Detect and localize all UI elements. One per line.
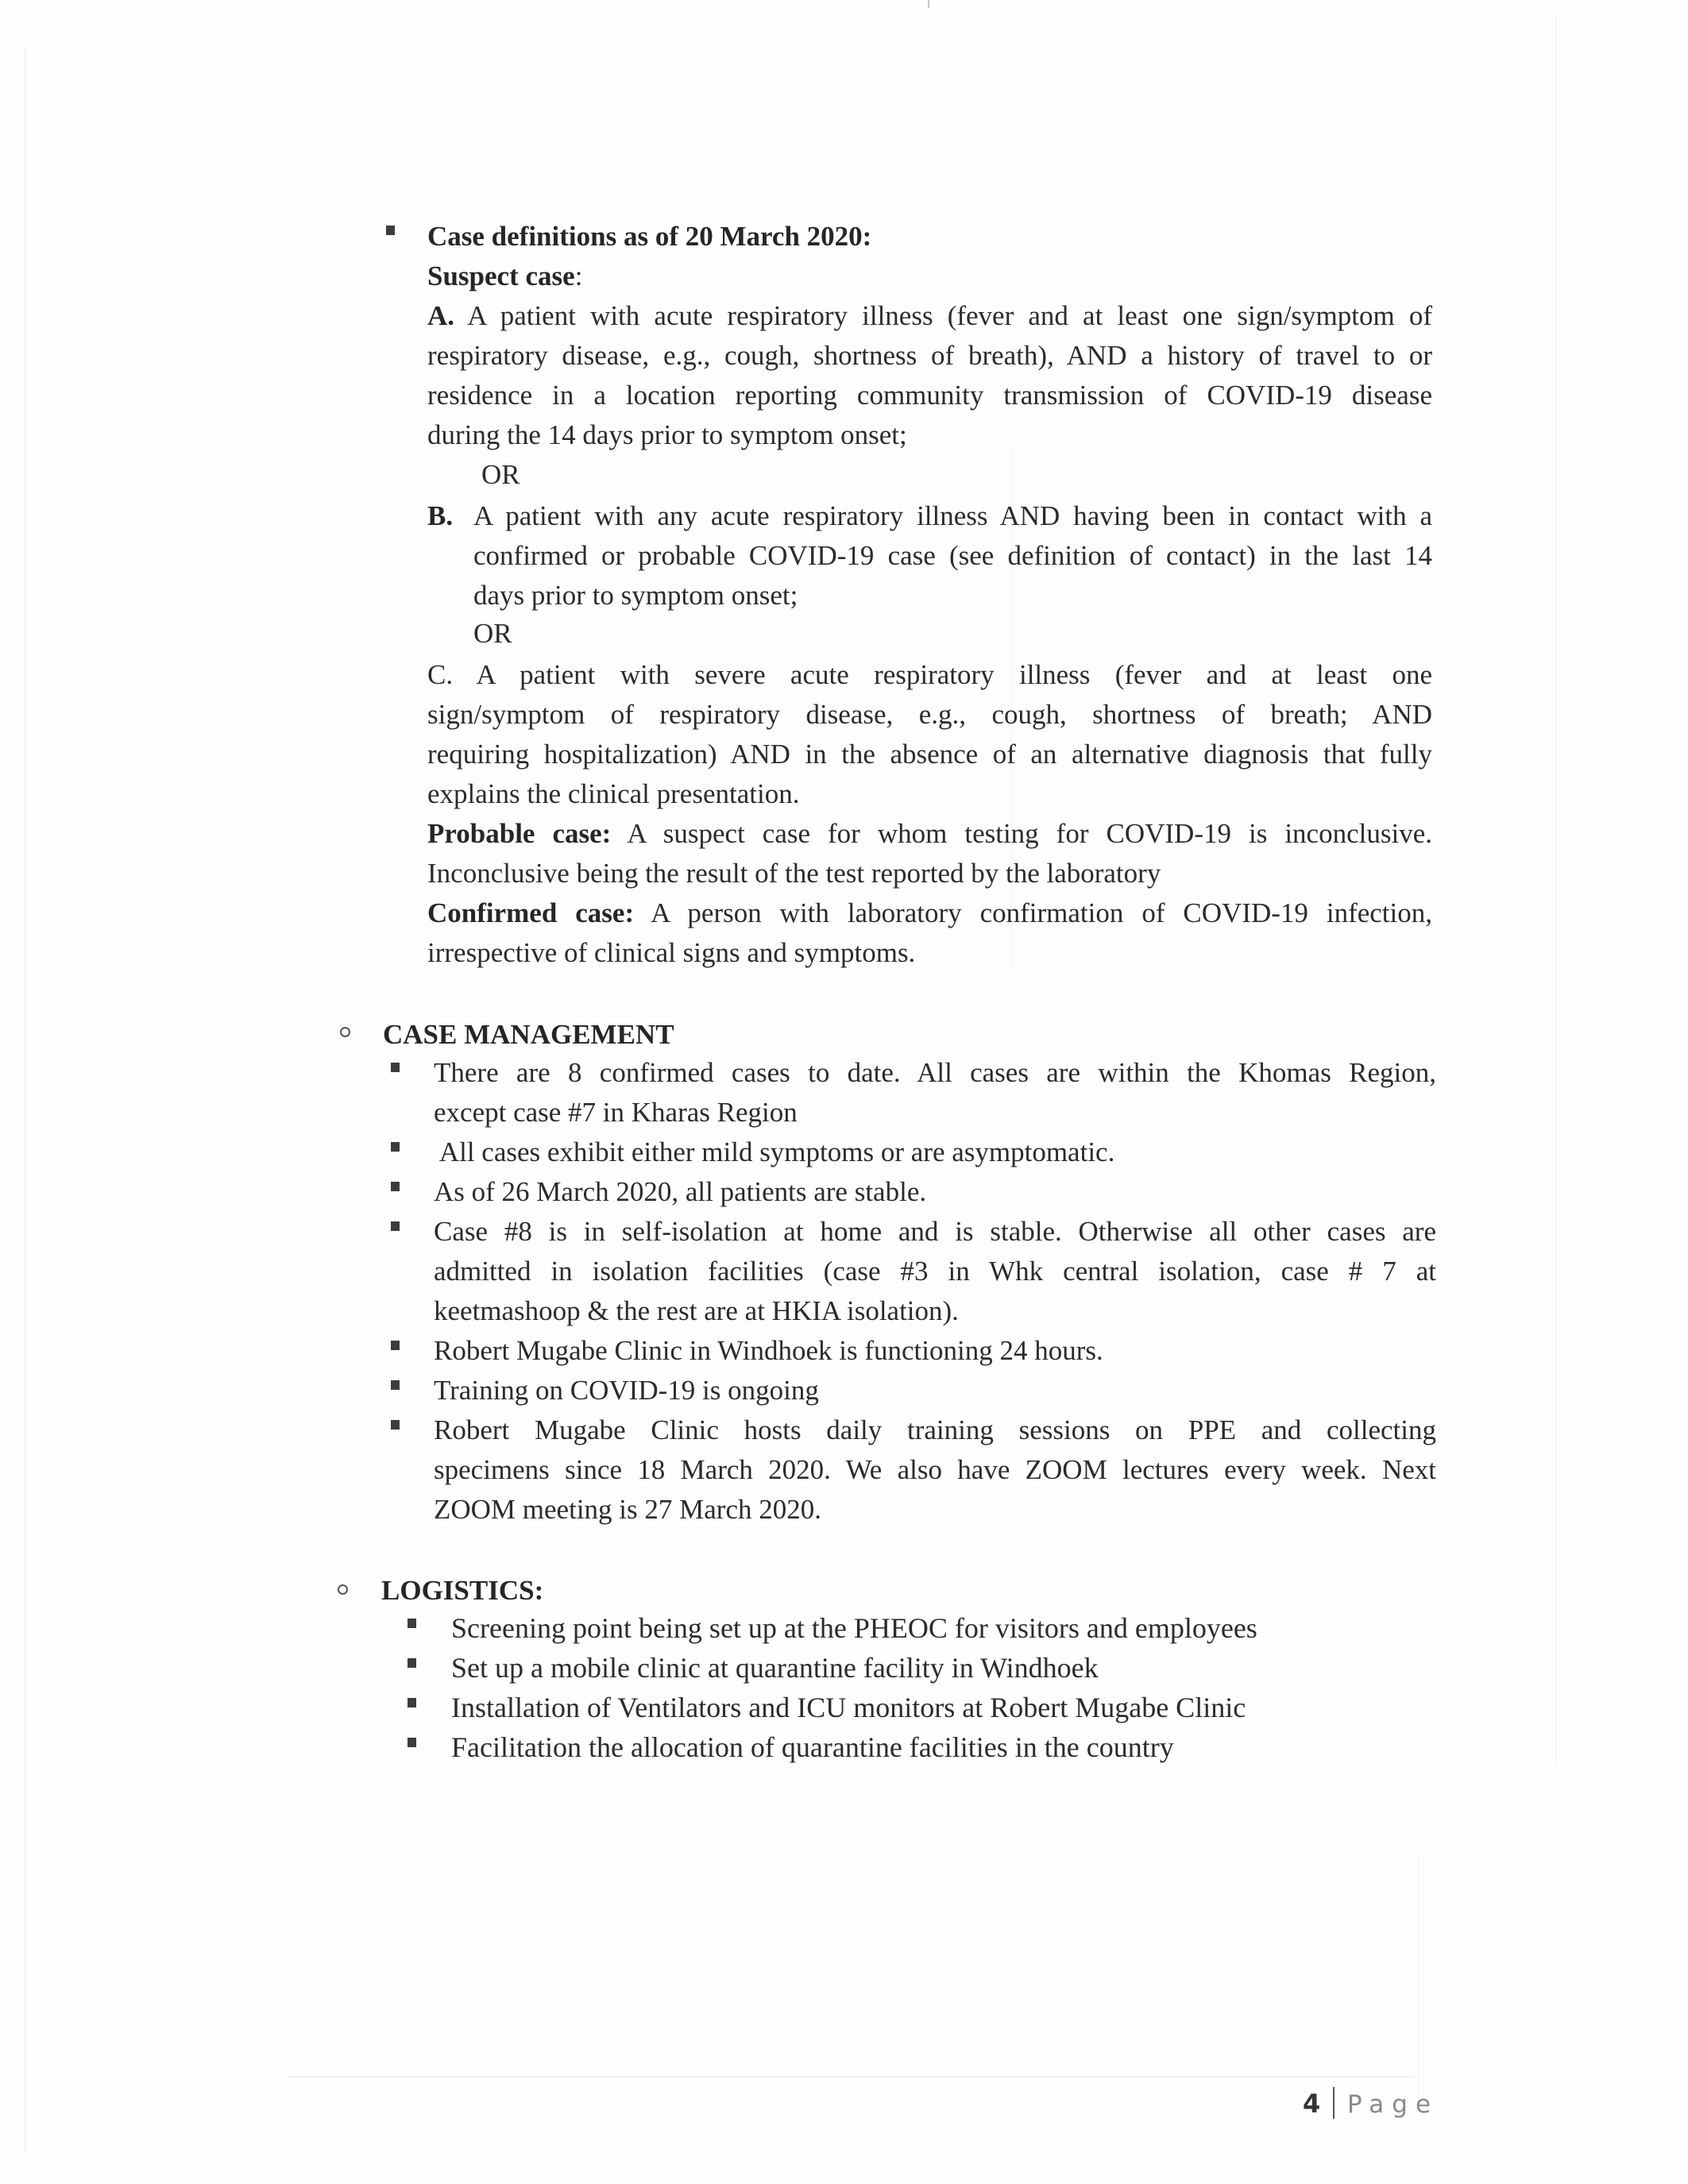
suspect-a-line-4: during the 14 days prior to symptom onset; [427, 419, 907, 450]
case-mgmt-item-7-line-1: Robert Mugabe Clinic hosts daily training sessions on PPE and collecting [434, 1414, 1436, 1445]
square-bullet-icon [391, 1221, 400, 1231]
logistics-item-2: Set up a mobile clinic at quarantine facility in Windhoek [451, 1652, 1099, 1684]
case-mgmt-item-4-line-1: Case #8 is in self-isolation at home and is stable. Otherwise all other cases are [434, 1216, 1436, 1247]
square-bullet-icon [408, 1619, 416, 1628]
confirmed-case-line-2: irrespective of clinical signs and symptoms. [427, 937, 916, 968]
suspect-c-label: C. [427, 659, 454, 690]
confirmed-case-text: A person with laboratory confirmation of COVID-19 infection, [634, 897, 1433, 928]
suspect-colon: : [574, 260, 583, 291]
case-definitions-heading: Case definitions as of 20 March 2020: [427, 221, 872, 252]
scan-mark [1418, 1850, 1419, 2113]
square-bullet-icon [391, 1063, 400, 1072]
case-mgmt-item-5: Robert Mugabe Clinic in Windhoek is functioning 24 hours. [434, 1335, 1103, 1366]
suspect-a-line-1 [427, 302, 1432, 330]
scan-mark [928, 0, 929, 8]
page-number: 4 [1303, 2089, 1321, 2119]
suspect-case-label [427, 262, 582, 290]
confirmed-case-line-1 [427, 899, 1432, 927]
logistics-item-1: Screening point being set up at the PHEOC for visitors and employees [451, 1612, 1257, 1644]
footer-separator [1333, 2087, 1335, 2119]
suspect-c-line-1 [427, 661, 1432, 689]
footer-rule [286, 2076, 1414, 2078]
case-mgmt-item-7-line-2: specimens since 18 March 2020. We also have ZOOM lectures every week. Next [434, 1454, 1436, 1485]
case-mgmt-item-7-line-3: ZOOM meeting is 27 March 2020. [434, 1494, 821, 1525]
logistics-item-3: Installation of Ventilators and ICU monitors at Robert Mugabe Clinic [451, 1692, 1246, 1723]
logistics-heading: LOGISTICS: [381, 1575, 544, 1606]
suspect-c-text: A patient with severe acute respiratory illness (fever and at least one [453, 659, 1432, 690]
case-mgmt-item-4-line-3: keetmashoop & the rest are at HKIA isolation). [434, 1295, 959, 1326]
case-mgmt-item-1-line-2: except case #7 in Kharas Region [434, 1097, 798, 1128]
square-bullet-icon [391, 1380, 400, 1390]
logistics-item-4: Facilitation the allocation of quarantine facilities in the country [451, 1731, 1174, 1763]
page-label: Page [1347, 2090, 1439, 2119]
case-mgmt-item-4-line-2: admitted in isolation facilities (case #3 in Whk central isolation, case # 7 at [434, 1256, 1436, 1287]
suspect-a-label: A. [427, 300, 455, 331]
suspect-c-line-2: sign/symptom of respiratory disease, e.g., cough, shortness of breath; AND [427, 699, 1432, 730]
suspect-a-text: A patient with acute respiratory illness (fever and at least one sign/symptom of [454, 300, 1432, 331]
square-bullet-icon [386, 226, 395, 235]
suspect-b-line-1: A patient with any acute respiratory illness AND having been in contact with a [473, 500, 1432, 531]
or-separator: OR [473, 618, 512, 649]
confirmed-case-label: Confirmed case: [427, 897, 635, 928]
suspect-b-line-3: days prior to symptom onset; [473, 580, 798, 611]
square-bullet-icon [408, 1658, 416, 1668]
scan-edge [1555, 16, 1557, 1763]
or-separator: OR [481, 459, 520, 490]
square-bullet-icon [408, 1698, 416, 1707]
square-bullet-icon [391, 1420, 400, 1430]
suspect-a-line-2: respiratory disease, e.g., cough, shortness of breath), AND a history of travel to or [427, 340, 1432, 371]
probable-case-line-2: Inconclusive being the result of the test reported by the laboratory [427, 858, 1161, 889]
circle-bullet-icon [338, 1584, 348, 1595]
case-mgmt-item-6: Training on COVID-19 is ongoing [434, 1375, 819, 1406]
probable-case-label: Probable case: [427, 818, 612, 849]
suspect-a-line-3: residence in a location reporting community transmission of COVID-19 disease [427, 380, 1432, 411]
suspect-c-line-3: requiring hospitalization) AND in the absence of an alternative diagnosis that fully [427, 739, 1432, 770]
square-bullet-icon [391, 1142, 400, 1152]
probable-case-text: A suspect case for whom testing for COVID-19 is inconclusive. [611, 818, 1432, 849]
case-mgmt-item-1-line-1: There are 8 confirmed cases to date. All cases are within the Khomas Region, [434, 1057, 1436, 1088]
case-mgmt-item-3: As of 26 March 2020, all patients are stable. [434, 1176, 927, 1207]
circle-bullet-icon [340, 1027, 350, 1037]
suspect-case-title: Suspect case [427, 260, 575, 291]
suspect-b-line-2: confirmed or probable COVID-19 case (see definition of contact) in the last 14 [473, 540, 1432, 571]
square-bullet-icon [408, 1738, 416, 1747]
scan-edge [25, 48, 26, 2152]
probable-case-line-1 [427, 820, 1432, 847]
square-bullet-icon [391, 1182, 400, 1191]
suspect-c-line-4: explains the clinical presentation. [427, 778, 800, 809]
case-management-heading: CASE MANAGEMENT [383, 1019, 674, 1050]
suspect-b-label: B. [427, 500, 454, 531]
case-mgmt-item-2: All cases exhibit either mild symptoms or are asymptomatic. [434, 1136, 1115, 1167]
square-bullet-icon [391, 1341, 400, 1350]
